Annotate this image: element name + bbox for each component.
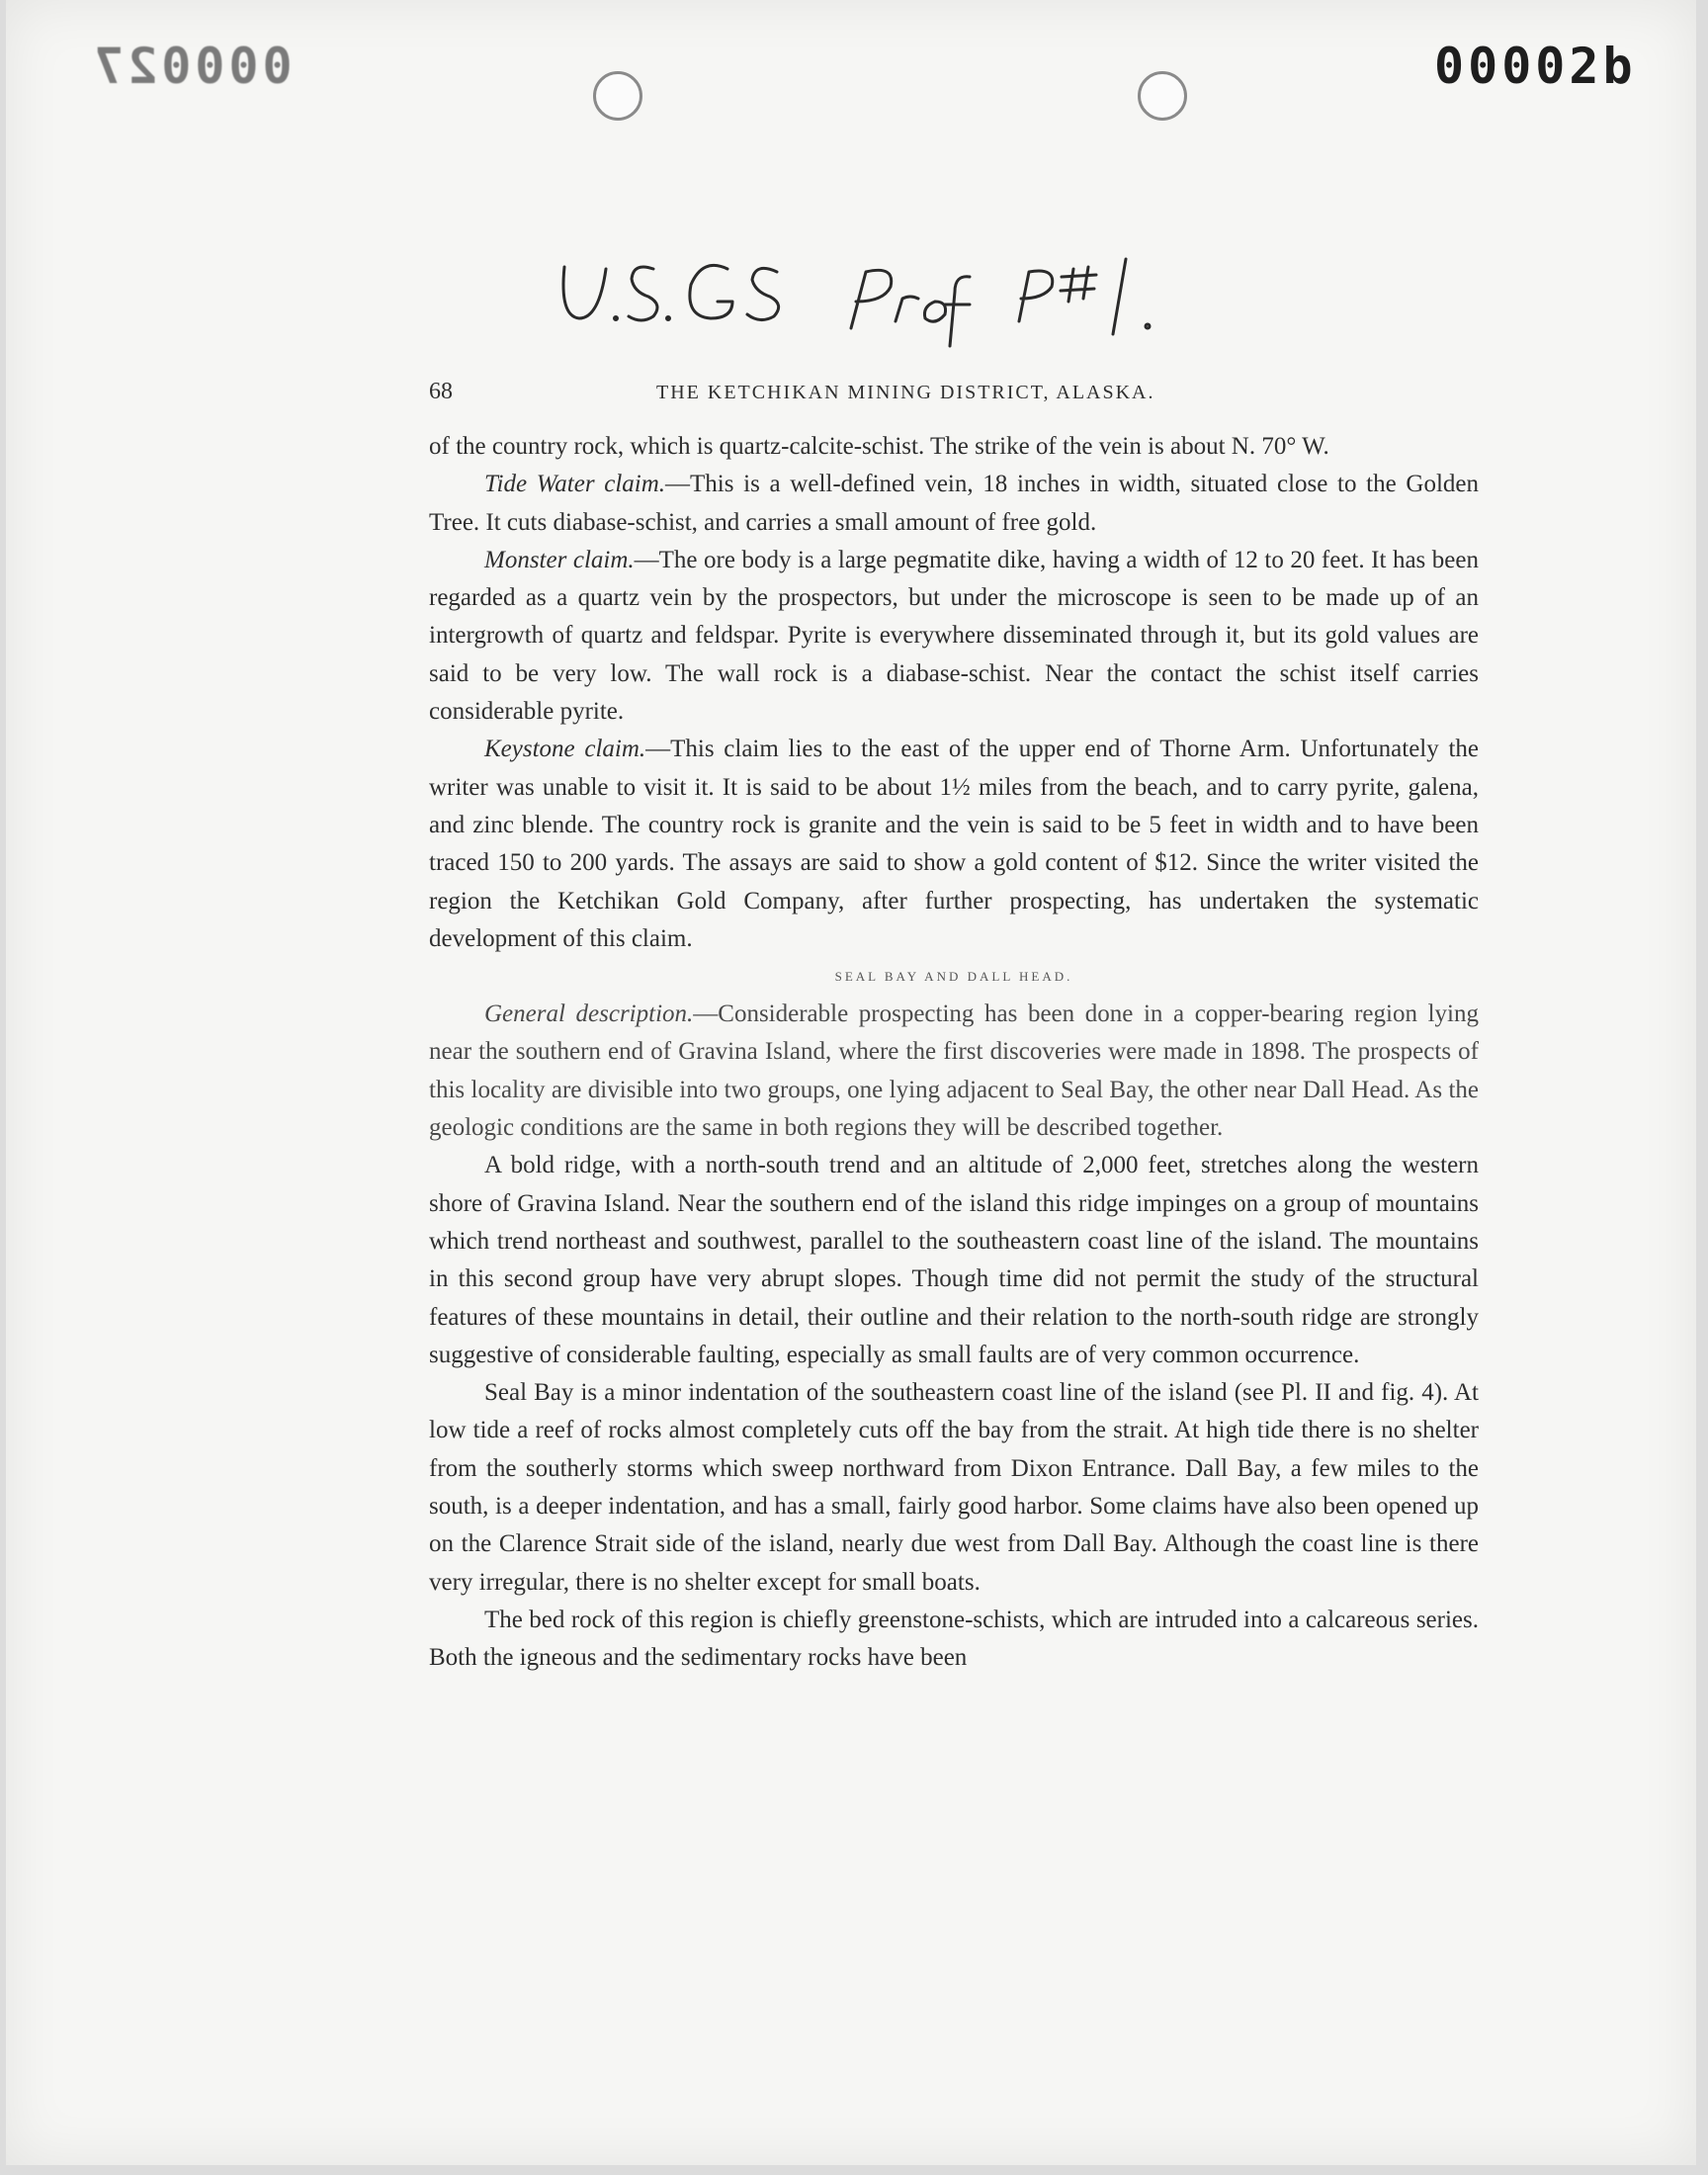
paragraph-text: A bold ridge, with a north-south trend and an altitude of 2,000 feet, stretches along the western shore of Gravina Island. Near the southern end of the island this ridge impinges on a group of mountains which trend northeast and southwest, parallel to the southeastern coast line of the island. The mountains in this second group have very abrupt slopes. Though time did not permit the study of the structural features of these mountains in detail, their outline and their relation to the north-south ridge are strongly suggestive of considerable faulting, especially as small faults are of very common occurrence. [429, 1152, 1479, 1368]
section-heading: SEAL BAY AND DALL HEAD. [834, 969, 1073, 985]
claim-heading: Tide Water claim. [484, 471, 666, 498]
paragraph [429, 1374, 1479, 1602]
bates-stamp-mirrored: 000027 [90, 38, 293, 95]
page-number: 68 [429, 379, 453, 404]
claim-heading: Monster claim. [484, 546, 635, 573]
body-text [429, 428, 1479, 1678]
paragraph [429, 1602, 1479, 1678]
paragraph [429, 466, 1479, 542]
claim-heading: Keystone claim. [484, 736, 646, 763]
paragraph [429, 1147, 1479, 1374]
paragraph-text: —This is a well-defined vein, 18 inches in width, situated close to the Golden Tree. It cuts diabase-schist, and carries a small amount of free gold. [429, 471, 1479, 536]
paragraph-text: of the country rock, which is quartz-calcite-schist. The strike of the vein is about N. 70° W. [429, 433, 1329, 460]
bates-stamp: 00002b [1434, 38, 1637, 95]
subsection-heading: General description. [484, 1000, 694, 1028]
paragraph [429, 731, 1479, 958]
punch-hole-right [1138, 71, 1187, 121]
paragraph-text: —This claim lies to the east of the upper end of Thorne Arm. Unfortunately the writer was unable to visit it. It is said to be about 1½ miles from the beach, and to carry pyrite, galena, and zinc blende. The country rock is granite and the vein is said to be 5 feet in width and to have been traced 150 to 200 yards. The assays are said to show a gold content of $12. Since the writer visited the region the Ketchikan Gold Company, after further prospecting, has undertaken the systematic development of this claim. [429, 736, 1479, 952]
running-header [429, 379, 1472, 408]
paragraph-text: Seal Bay is a minor indentation of the southeastern coast line of the island (see Pl. II and fig. 4). At low tide a reef of rocks almost completely cuts off the bay from the strait. At high tide there is no shelter from the southerly storms which sweep northward from Dixon Entrance. Dall Bay, a few miles to the south, is a deeper indentation, and has a small, fairly good harbor. Some claims have also been opened up on the Clarence Strait side of the island, nearly due west from Dall Bay. Although the coast line is there very irregular, there is no shelter except for small boats. [429, 1379, 1479, 1596]
running-title: THE KETCHIKAN MINING DISTRICT, ALASKA. [656, 382, 1155, 403]
paragraph [429, 428, 1479, 466]
paragraph-text: —Considerable prospecting has been done in a copper-bearing region lying near the southern end of Gravina Island, where the first discoveries were made in 1898. The prospects of this locality are divisible into two groups, one lying adjacent to Seal Bay, the other near Dall Head. As the geologic conditions are the same in both regions they will be described together. [429, 1000, 1479, 1142]
punch-hole-left [593, 71, 642, 121]
handwritten-annotation [555, 247, 1246, 356]
paragraph-text: The bed rock of this region is chiefly greenstone-schists, which are intruded into a calcareous series. Both the igneous and the sedimentary rocks have been [429, 1606, 1479, 1672]
paragraph-text: —The ore body is a large pegmatite dike, having a width of 12 to 20 feet. It has been regarded as a quartz vein by the prospectors, but under the microscope is seen to be made up of an intergrowth of quartz and feldspar. Pyrite is everywhere disseminated through it, but its gold values are said to be very low. The wall rock is a diabase-schist. Near the contact the schist itself carries considerable pyrite. [429, 546, 1479, 726]
paragraph [429, 996, 1479, 1147]
scanned-page [6, 0, 1696, 2165]
paragraph [429, 542, 1479, 731]
